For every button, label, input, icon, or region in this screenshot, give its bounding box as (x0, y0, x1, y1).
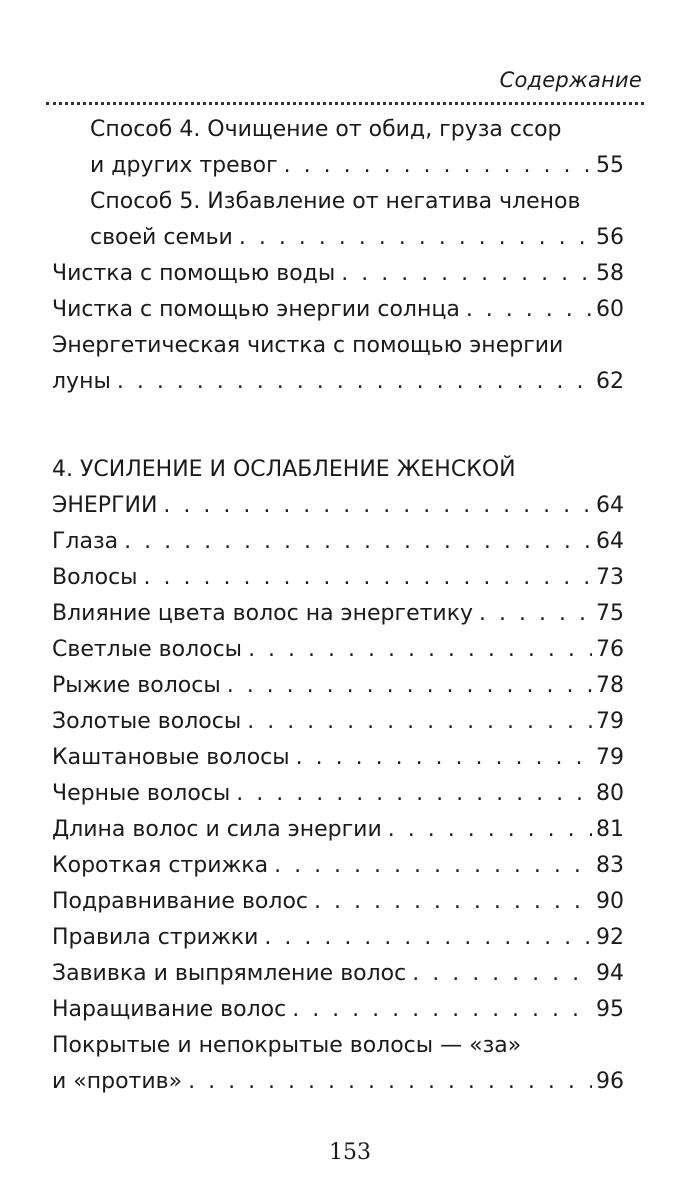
toc-line (52, 148, 624, 184)
toc-page-number: 64 (596, 529, 624, 554)
toc-line (52, 956, 624, 992)
toc-page-number: 90 (596, 889, 624, 914)
dot-leader (236, 776, 592, 812)
toc-entry-title: луны (52, 369, 111, 394)
dot-leader (466, 292, 592, 328)
dot-leader (341, 256, 592, 292)
toc-page-number: 60 (596, 297, 624, 322)
dot-leader (284, 148, 592, 184)
toc-entry-title: Завивка и выпрямление волос (52, 961, 407, 986)
toc-page-number: 55 (596, 153, 624, 178)
toc-entry-title: Золотые волосы (52, 709, 242, 734)
toc-entry-title: и других тревог (90, 153, 278, 178)
toc-line (52, 596, 624, 632)
toc-entry-title: Способ 5. Избавление от негатива членов (90, 189, 581, 214)
toc-page-number: 73 (596, 565, 624, 590)
dot-leader (292, 992, 592, 1028)
toc-line (52, 884, 624, 920)
toc-line (52, 292, 624, 328)
toc-entry-title: Подравнивание волос (52, 889, 309, 914)
toc-entry-title: Способ 4. Очищение от обид, груза ссор (90, 117, 562, 142)
toc-line (52, 812, 624, 848)
toc-entry-title: Глаза (52, 529, 119, 554)
toc-entry-title: Волосы (52, 565, 138, 590)
dot-leader (388, 812, 592, 848)
toc-line (52, 992, 624, 1028)
toc-page-number: 56 (596, 225, 624, 250)
dot-leader (188, 1064, 592, 1100)
toc-page-number: 95 (596, 997, 624, 1022)
toc-entry-title: своей семьи (90, 225, 233, 250)
running-header (46, 62, 644, 105)
toc-page-number: 96 (596, 1069, 624, 1094)
toc-page-number: 92 (596, 925, 624, 950)
toc-chapter-title: ЭНЕРГИИ (52, 493, 158, 518)
toc-line (52, 740, 624, 776)
toc-entry-title: Наращивание волос (52, 997, 287, 1022)
toc-entry-title: Черные волосы (52, 781, 231, 806)
toc-line (52, 364, 624, 400)
dot-leader (314, 884, 592, 920)
toc-page-number: 80 (596, 781, 624, 806)
dot-leader (479, 596, 592, 632)
toc-entry-title: Влияние цвета волос на энергетику (52, 601, 474, 626)
toc-line (52, 668, 624, 704)
toc-entry-title: Короткая стрижка (52, 853, 269, 878)
dot-leader (239, 220, 592, 256)
toc-page-number: 79 (596, 745, 624, 770)
toc-line (52, 184, 624, 220)
toc-entry-title: Длина волос и сила энергии (52, 817, 382, 842)
toc-line (52, 632, 624, 668)
dot-leader (117, 364, 592, 400)
toc-line (52, 112, 624, 148)
toc-entry-title: Светлые волосы (52, 637, 243, 662)
dot-leader (163, 488, 592, 524)
toc-entry-title: Чистка с помощью воды (52, 261, 336, 286)
toc-line (52, 524, 624, 560)
toc-line (52, 920, 624, 956)
toc-line (52, 328, 624, 364)
toc-page-number: 79 (596, 709, 624, 734)
toc-entry-title: Энергетическая чистка с помощью энергии (52, 333, 564, 358)
toc-page-number: 75 (596, 601, 624, 626)
toc-line (52, 704, 624, 740)
page-number: 153 (329, 1140, 371, 1165)
toc-line (52, 220, 624, 256)
dot-leader (412, 956, 592, 992)
header-title: Содержание (499, 68, 642, 92)
toc-entry-title: и «против» (52, 1069, 183, 1094)
dot-leader (264, 920, 592, 956)
dot-leader (124, 524, 592, 560)
toc-line (52, 1028, 624, 1064)
toc-chapter-line (52, 488, 624, 524)
toc-page-number: 58 (596, 261, 624, 286)
toc-page-number: 64 (596, 493, 624, 518)
toc-line (52, 848, 624, 884)
toc-line (52, 560, 624, 596)
toc-page-number: 78 (596, 673, 624, 698)
toc-page-number: 81 (596, 817, 624, 842)
toc-line (52, 256, 624, 292)
toc-line (52, 1064, 624, 1100)
toc-entry-title: Чистка с помощью энергии солнца (52, 297, 460, 322)
toc-page-number: 62 (596, 369, 624, 394)
toc-entry-title: Правила стрижки (52, 925, 259, 950)
toc-chapter-line (52, 452, 624, 488)
toc-chapter-title: 4. УСИЛЕНИЕ И ОСЛАБЛЕНИЕ ЖЕНСКОЙ (52, 457, 516, 482)
toc-entry-title: Покрытые и непокрытые волосы — «за» (52, 1033, 522, 1058)
dot-leader (248, 632, 592, 668)
toc-line (52, 776, 624, 812)
dot-leader (274, 848, 592, 884)
toc-entry-title: Рыжие волосы (52, 673, 221, 698)
table-of-contents (52, 112, 624, 1100)
dot-leader (296, 740, 592, 776)
toc-page-number: 83 (596, 853, 624, 878)
dot-leader (144, 560, 592, 596)
dot-leader (247, 704, 592, 740)
toc-entry-title: Каштановые волосы (52, 745, 290, 770)
toc-page-number: 76 (596, 637, 624, 662)
toc-page-number: 94 (596, 961, 624, 986)
dot-leader (227, 668, 592, 704)
